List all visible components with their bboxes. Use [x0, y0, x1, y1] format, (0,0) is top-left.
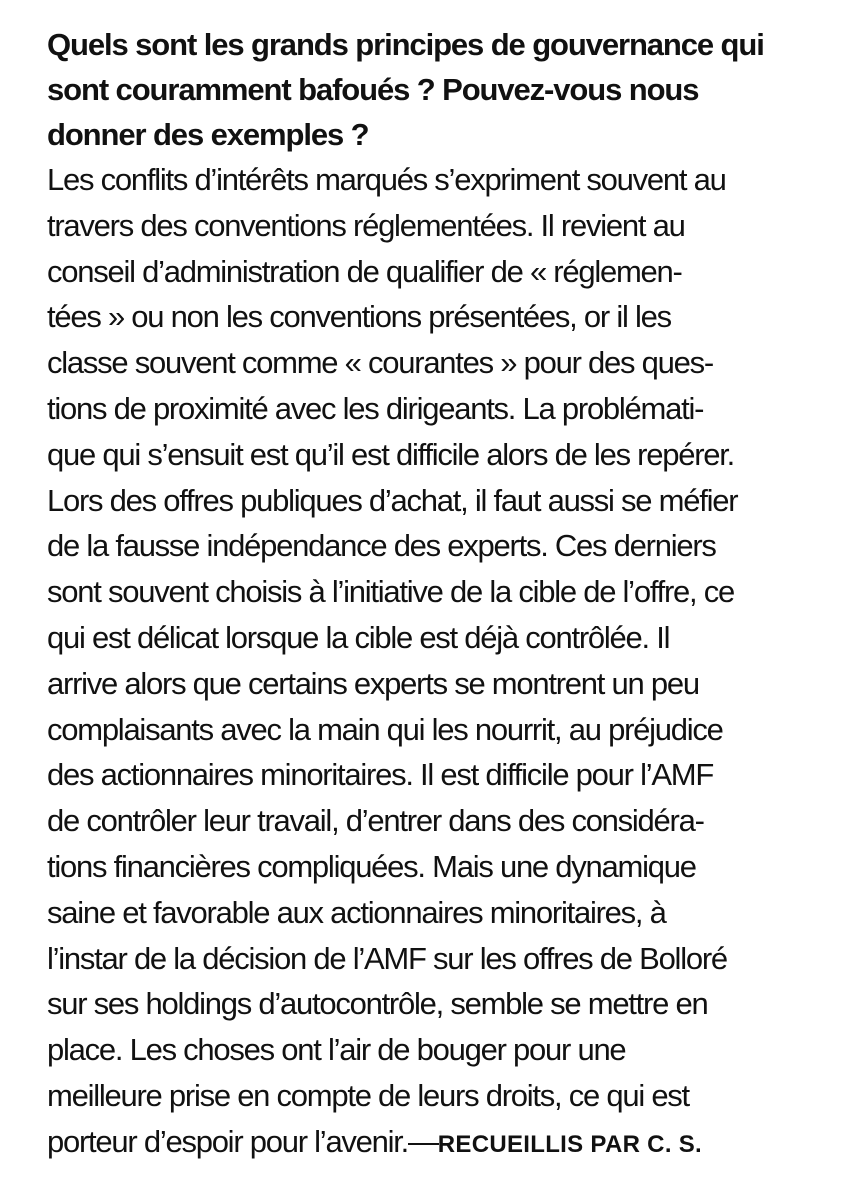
em-dash: —: [408, 1123, 438, 1159]
answer-line-text: porteur d’espoir pour l’avenir.: [47, 1123, 409, 1159]
answer-line: saine et favorable aux actionnaires minoritaires, à: [47, 894, 666, 930]
answer-last-line: [47, 1119, 827, 1168]
article: [47, 22, 827, 1168]
author-signature: RECUEILLIS PAR C. S.: [437, 1130, 703, 1158]
question-line: Quels sont les grands principes de gouvernance qui: [47, 27, 764, 62]
answer-line: meilleure prise en compte de leurs droits, ce qui est: [47, 1077, 689, 1113]
answer-body: [47, 157, 827, 1168]
question-line: donner des exemples ?: [47, 117, 369, 152]
answer-line: arrive alors que certains experts se montrent un peu: [47, 665, 699, 701]
answer-line: travers des conventions réglementées. Il revient au: [47, 207, 685, 243]
answer-line: sont souvent choisis à l’initiative de la cible de l’offre, ce: [47, 574, 735, 610]
answer-line: que qui s’ensuit est qu’il est difficile alors de les repérer.: [47, 436, 735, 472]
answer-line: Lors des offres publiques d’achat, il faut aussi se méfier: [47, 482, 738, 518]
answer-line: tions de proximité avec les dirigeants. La problémati-: [47, 390, 704, 426]
answer-line: des actionnaires minoritaires. Il est difficile pour l’AMF: [47, 757, 714, 793]
answer-line: complaisants avec la main qui les nourrit, au préjudice: [47, 711, 723, 747]
answer-line: qui est délicat lorsque la cible est déjà contrôlée. Il: [47, 619, 670, 655]
answer-line: conseil d’administration de qualifier de « réglemen-: [47, 253, 682, 289]
answer-line: classe souvent comme « courantes » pour des ques-: [47, 345, 713, 381]
answer-line: de la fausse indépendance des experts. Ces derniers: [47, 528, 716, 564]
question-heading: [47, 22, 827, 157]
answer-line: l’instar de la décision de l’AMF sur les offres de Bolloré: [47, 940, 727, 976]
answer-line: place. Les choses ont l’air de bouger pour une: [47, 1032, 626, 1068]
answer-line: tions financières compliquées. Mais une dynamique: [47, 848, 696, 884]
answer-line: Les conflits d’intérêts marqués s’expriment souvent au: [47, 162, 726, 197]
answer-line: tées » ou non les conventions présentées, or il les: [47, 299, 671, 335]
question-line: sont couramment bafoués ? Pouvez-vous nous: [47, 72, 699, 107]
answer-line: sur ses holdings d’autocontrôle, semble se mettre en: [47, 986, 708, 1022]
answer-line: de contrôler leur travail, d’entrer dans des considéra-: [47, 803, 704, 839]
